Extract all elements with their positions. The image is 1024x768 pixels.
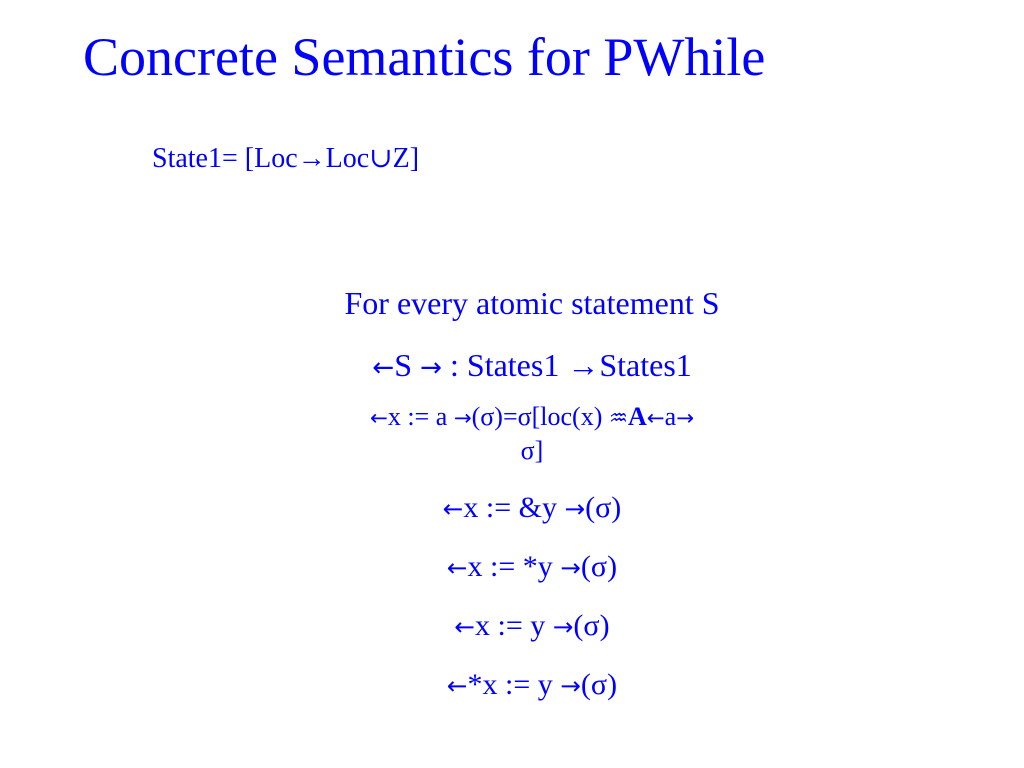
rule-assign [0, 400, 1024, 468]
left-bracket-arrow-icon: ← [446, 670, 468, 700]
rule-arg: (σ) [573, 608, 610, 642]
signature-type: : States1 →States1 [442, 346, 692, 383]
mapsto-icon: ♒ [608, 406, 628, 432]
left-bracket-arrow-icon: ← [442, 493, 464, 523]
rule-copy [0, 606, 1024, 645]
rule-assign-a: a [664, 402, 677, 432]
right-bracket-arrow-icon: → [560, 670, 581, 700]
intro-text: For every atomic statement S [344, 285, 720, 321]
rule-assign-lhs: x := a [387, 402, 454, 432]
right-bracket-arrow-icon: → [676, 406, 695, 432]
rule-statement: x := &y [463, 490, 565, 524]
rule-statement: *x := y [467, 667, 561, 701]
rule-assign-mid: (σ)=σ[loc(x) [471, 402, 609, 432]
rule-statement: x := *y [467, 549, 561, 583]
left-bracket-arrow-icon: ← [369, 406, 388, 432]
right-bracket-arrow-icon: → [564, 493, 586, 523]
right-bracket-arrow-icon: → [552, 611, 574, 641]
slide-title: Concrete Semantics for PWhile [83, 27, 766, 87]
state-definition: State1= [Loc→Loc∪Z] [152, 143, 420, 174]
rule-assign-A: A [627, 402, 647, 432]
rule-arg: (σ) [580, 549, 618, 583]
rule-address-of [0, 488, 1024, 527]
right-bracket-arrow-icon: → [560, 552, 581, 582]
signature-line [0, 345, 1024, 387]
rule-deref-write [0, 665, 1024, 704]
right-bracket-arrow-icon: → [420, 352, 442, 383]
rule-arg: (σ) [585, 490, 622, 524]
left-bracket-arrow-icon: ← [646, 406, 665, 432]
rule-deref-read [0, 547, 1024, 586]
semantics-content [0, 283, 1024, 704]
left-bracket-arrow-icon: ← [372, 352, 395, 383]
left-bracket-arrow-icon: ← [454, 611, 476, 641]
rule-statement: x := y [475, 608, 553, 642]
right-bracket-arrow-icon: → [453, 406, 472, 432]
rule-assign-tail: σ] [520, 435, 544, 465]
rule-arg: (σ) [580, 667, 618, 701]
signature-statement: S [394, 346, 413, 383]
left-bracket-arrow-icon: ← [446, 552, 468, 582]
